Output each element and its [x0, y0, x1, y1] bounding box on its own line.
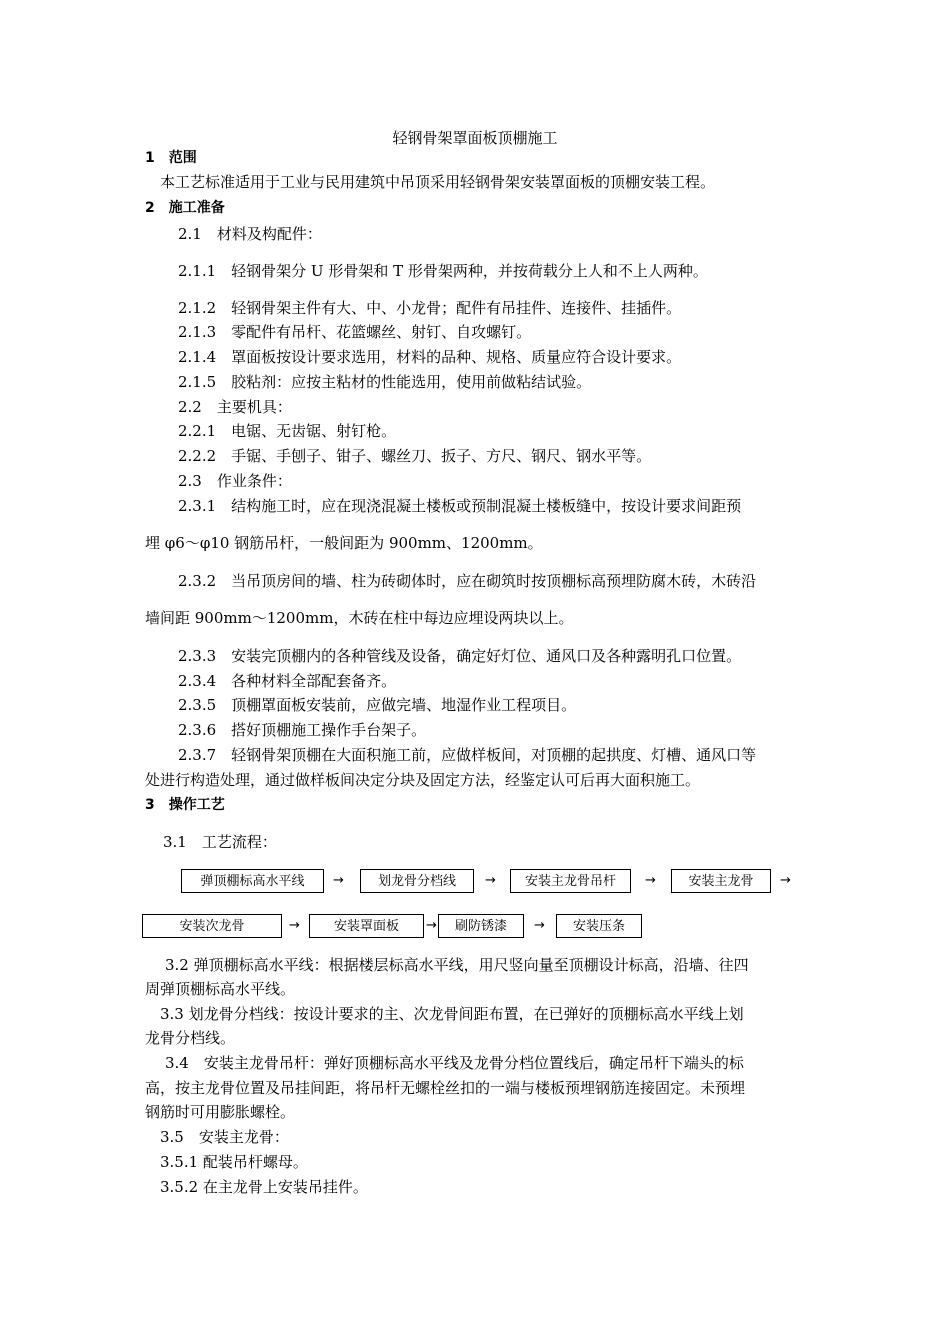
- flow-step-box: 划龙骨分档线: [360, 869, 474, 893]
- flow-step-box: 安装次龙骨: [142, 914, 282, 938]
- list-item: 2.1.2 轻钢骨架主件有大、中、小龙骨；配件有吊挂件、连接件、挂插件。: [178, 299, 682, 317]
- list-item: 2.3.4 各种材料全部配套备齐。: [178, 672, 397, 690]
- flow-step-box: 安装主龙骨吊杆: [510, 869, 631, 893]
- subsection-heading: 2.1 材料及构配件：: [178, 225, 322, 243]
- list-item-continuation: 埋 φ6～φ10 钢筋吊杆，一般间距为 900mm、1200mm。: [145, 534, 543, 552]
- flow-arrow: →: [333, 873, 344, 888]
- flow-step-box: 弹顶棚标高水平线: [181, 869, 324, 893]
- list-item: 2.1.4 罩面板按设计要求选用，材料的品种、规格、质量应符合设计要求。: [178, 348, 682, 366]
- subsection-heading: 2.3 作业条件：: [178, 472, 292, 490]
- subsection-heading: 3.1 工艺流程：: [163, 833, 277, 851]
- flow-arrow: →: [485, 873, 496, 888]
- list-item: 2.2.1 电锯、无齿锯、射钉枪。: [178, 422, 397, 440]
- paragraph: 本工艺标准适用于工业与民用建筑中吊顶采用轻钢骨架安装罩面板的顶棚安装工程。: [160, 173, 716, 191]
- subsection-heading: 3.5 安装主龙骨：: [160, 1128, 289, 1146]
- list-item: 2.1.3 零配件有吊杆、花篮螺丝、射钉、自攻螺钉。: [178, 323, 532, 341]
- paragraph: 3.4 安装主龙骨吊杆：弹好顶棚标高水平线及龙骨分档位置线后，确定吊杆下端头的标: [165, 1054, 744, 1072]
- list-item: 3.5.1 配装吊杆螺母。: [160, 1153, 308, 1171]
- paragraph-continuation: 钢筋时可用膨胀螺栓。: [145, 1103, 296, 1121]
- flow-arrow: →: [289, 918, 300, 933]
- paragraph: 3.3 划龙骨分档线：按设计要求的主、次龙骨间距布置，在已弹好的顶棚标高水平线上划: [160, 1005, 744, 1023]
- page-title: 轻钢骨架罩面板顶棚施工: [392, 129, 558, 147]
- list-item: 2.3.6 搭好顶棚施工操作手台架子。: [178, 721, 427, 739]
- section-3-heading: 3 操作工艺: [145, 797, 225, 813]
- flow-step-box: 安装压条: [556, 914, 642, 938]
- subsection-heading: 2.2 主要机具：: [178, 398, 292, 416]
- list-item: 2.1.1 轻钢骨架分 U 形骨架和 T 形骨架两种，并按荷载分上人和不上人两种。: [178, 262, 708, 280]
- section-2-heading: 2 施工准备: [145, 200, 225, 216]
- list-item: 2.3.7 轻钢骨架顶棚在大面积施工前，应做样板间，对顶棚的起拱度、灯槽、通风口等: [178, 746, 757, 764]
- list-item: 2.2.2 手锯、手刨子、钳子、螺丝刀、扳子、方尺、钢尺、钢水平等。: [178, 447, 652, 465]
- flow-step-box: 安装罩面板: [309, 914, 424, 938]
- list-item-continuation: 墙间距 900mm～1200mm，木砖在柱中每边应埋设两块以上。: [145, 609, 574, 627]
- flow-step-box: 刷防锈漆: [438, 914, 524, 938]
- list-item: 2.3.3 安装完顶棚内的各种管线及设备，确定好灯位、通风口及各种露明孔口位置。: [178, 647, 742, 665]
- list-item-continuation: 处进行构造处理，通过做样板间决定分块及固定方法，经鉴定认可后再大面积施工。: [145, 771, 701, 789]
- section-1-heading: 1 范围: [145, 150, 197, 166]
- flow-arrow: →: [645, 873, 656, 888]
- list-item: 2.3.5 顶棚罩面板安装前，应做完墙、地湿作业工程项目。: [178, 696, 577, 714]
- flow-arrow: →: [426, 918, 437, 933]
- list-item: 3.5.2 在主龙骨上安装吊挂件。: [160, 1178, 368, 1196]
- list-item: 2.3.1 结构施工时，应在现浇混凝土楼板或预制混凝土楼板缝中，按设计要求间距预: [178, 497, 742, 515]
- list-item: 2.1.5 胶粘剂：应按主粘材的性能选用，使用前做粘结试验。: [178, 373, 592, 391]
- list-item: 2.3.2 当吊顶房间的墙、柱为砖砌体时，应在砌筑时按顶棚标高预埋防腐木砖，木砖沿: [178, 572, 757, 590]
- paragraph: 3.2 弹顶棚标高水平线：根据楼层标高水平线，用尺竖向量至顶棚设计标高，沿墙、往四: [165, 956, 749, 974]
- flow-step-box: 安装主龙骨: [671, 869, 771, 893]
- flow-arrow: →: [534, 918, 545, 933]
- paragraph-continuation: 周弹顶棚标高水平线。: [145, 980, 296, 998]
- paragraph-continuation: 龙骨分档线。: [145, 1029, 236, 1047]
- paragraph-continuation: 高，按主龙骨位置及吊挂间距，将吊杆无螺栓丝扣的一端与楼板预埋钢筋连接固定。未预埋: [145, 1079, 746, 1097]
- flow-arrow: →: [780, 873, 791, 888]
